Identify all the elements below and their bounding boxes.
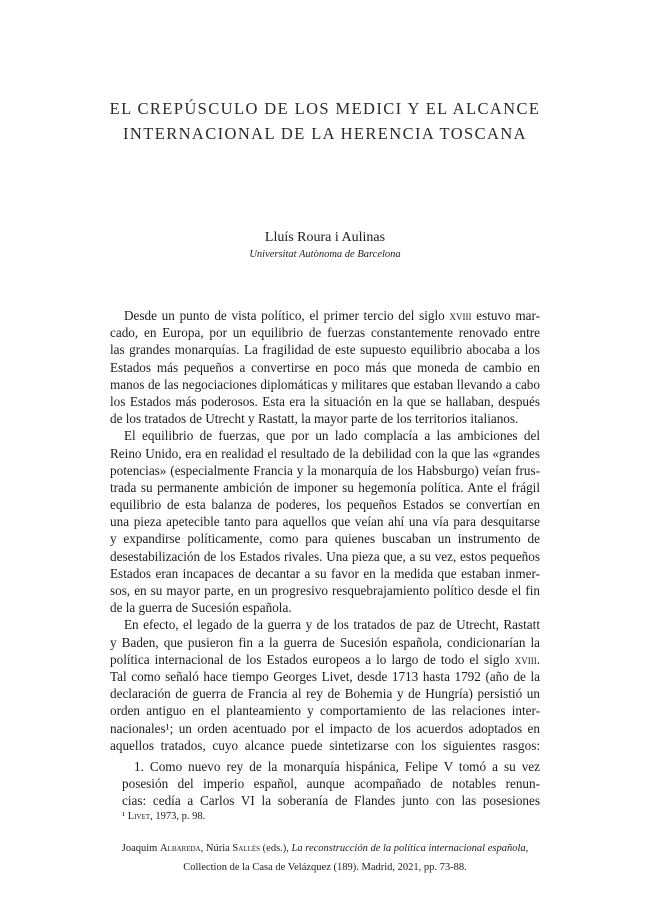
source-citation [60, 839, 590, 877]
body-text [110, 307, 540, 809]
body-line: equilibrio de esta balanza de poderes, los pequeños Estados se convertían en [110, 497, 540, 513]
footnote-text: , 1973, p. 98. [150, 811, 206, 822]
list-item-line: posesión del imperio español, aunque acompañado de notables renun- [122, 776, 540, 792]
body-line: política internacional de los Estados europeos a lo largo de todo el siglo xviii. [110, 651, 540, 667]
body-line: En efecto, el legado de la guerra y de los tratados de paz de Utrecht, Rastatt [124, 617, 540, 633]
book-title: La reconstrucción de la política internacional española [291, 843, 526, 854]
author-name: Lluís Roura i Aulinas [264, 230, 386, 245]
body-line: declaración de guerra de Francia al rey de Bohemia y de Hungría) persistió un [110, 686, 540, 702]
body-line: El equilibrio de fuerzas, que por un lado complacía a las ambiciones del [124, 428, 540, 444]
list-item-line: 1. Como nuevo rey de la monarquía hispánica, Felipe V tomó a su vez [134, 758, 540, 774]
footnote [122, 811, 205, 822]
body-line: potencias» (especialmente Francia y la monarquía de los Habsburgo) veían frus- [110, 462, 540, 478]
body-line: nacionales¹; un orden acentuado por el impacto de los acuerdos adoptados en [110, 720, 540, 736]
source-line-2: Collection de la Casa de Velázquez (189). Madrid, 2021, pp. 73-88. [183, 862, 467, 873]
body-line: los Estados más poderosos. Esta era la situación en la que se hallaban, después [110, 393, 540, 409]
body-line: de los tratados de Utrecht y Rastatt, la mayor parte de los territorios italianos. [110, 411, 519, 427]
body-line: desestabilización de los Estados rivales. Una pieza que, a su vez, estos pequeños [110, 548, 540, 564]
chapter-title [60, 96, 590, 146]
footnote-author: Livet [127, 811, 151, 822]
body-line: sos, en su mayor parte, en un progresivo resquebrajamiento político desde el fin [110, 583, 540, 598]
body-line: orden antiguo en el planteamiento y comportamiento de las relaciones inter- [110, 703, 540, 719]
body-line: Desde un punto de vista político, el primer tercio del siglo xviii estuvo mar- [124, 308, 541, 323]
author-affiliation: Universitat Autònoma de Barcelona [249, 249, 401, 260]
body-line: Reino Unido, era en realidad el resultado de la debilidad con la que las «grandes [110, 445, 540, 461]
body-line: Estados eran incapaces de decantar a su favor en la medida que estaban inmer- [110, 565, 540, 581]
body-line: trada su permanente ambición de imponer su hegemonía política. Ante el frágil [110, 479, 540, 495]
body-line: aquellos tratados, cuyo alcance puede sintetizarse con los siguientes rasgos: [110, 737, 540, 753]
body-line: y Baden, que pusieron fin a la guerra de Sucesión española, condicionarían la [110, 634, 540, 650]
chapter-title-line-2: INTERNACIONAL DE LA HERENCIA TOSCANA [123, 124, 527, 143]
body-line: manos de las negociaciones diplomáticas y militares que estaban llevando a cabo [110, 376, 540, 392]
source-line-1: Joaquim Albareda, Núria Sallés (eds.), La reconstrucción de la política internacional española, [121, 843, 529, 854]
body-line: Tal como señaló hace tiempo Georges Livet, desde 1713 hasta 1792 (año de la [110, 668, 540, 684]
list-item-line: cias: cedía a Carlos VI la soberanía de Flandes junto con las posesiones [122, 793, 540, 809]
body-line: Estados más pequeños a convertirse en poco más que moneda de cambio en [110, 359, 540, 375]
body-line: de la guerra de Sucesión española. [110, 600, 292, 616]
body-line: y expandirse políticamente, como para quienes buscaban un instrumento de [110, 531, 540, 547]
body-line: las grandes monarquías. La fragilidad de este supuesto equilibrio abocaba a los [110, 342, 540, 358]
chapter-title-line-1: EL CREPÚSCULO DE LOS MEDICI Y EL ALCANCE [109, 99, 541, 118]
body-line: una pieza apetecible tanto para aquellos que veían ahí una vía para desquitarse [110, 514, 540, 530]
footnote-marker: ¹ [122, 811, 126, 822]
body-line: cado, en Europa, por un equilibrio de fuerzas constantemente renovado entre [110, 325, 540, 341]
